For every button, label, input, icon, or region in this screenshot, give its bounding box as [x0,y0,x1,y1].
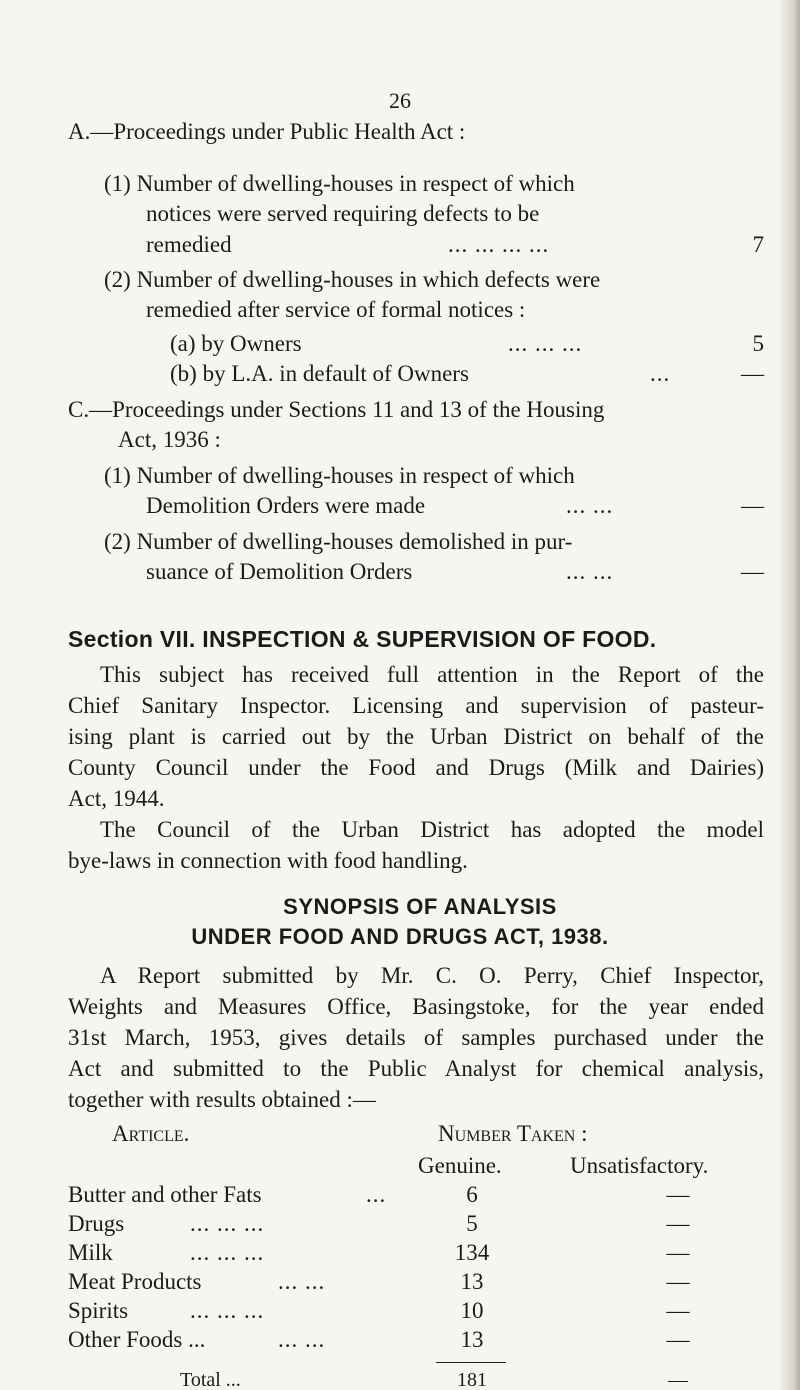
page-number: 26 [389,88,411,113]
row-unsatisfactory: — [666,1182,690,1207]
section-c-item2-value: — [741,559,764,584]
section-c-heading-line2: Act, 1936 : [118,427,221,452]
section-vii-paragraph-2 [68,814,764,876]
section-c-item2-leader: ... ... [566,559,614,584]
col-header-number-taken: Number Taken : [438,1121,588,1146]
section-c-item2-line1: (2) Number of dwelling-houses demolished in pur- [104,529,573,554]
synopsis-title-1: SYNOPSIS OF ANALYSIS [283,894,557,919]
section-c-item1-line1: (1) Number of dwelling-houses in respect of which [104,463,575,488]
row-article: Milk [68,1240,113,1265]
row-leader: ... ... ... [190,1211,265,1236]
para1-line: County Council under the Food and Drugs (Milk and Dairies) [68,755,764,780]
synopsis-line: together with results obtained :— [68,1087,376,1112]
section-a-heading: A.—Proceedings under Public Health Act : [68,119,466,144]
section-a-item1-value: 7 [752,232,764,257]
section-c-item1-line2: Demolition Orders were made [146,493,426,518]
total-genuine: 181 [457,1369,487,1390]
row-unsatisfactory: — [666,1269,690,1294]
synopsis-line: Weights and Measures Office, Basingstoke, for the year ended [68,994,764,1019]
section-vii-heading: Section VII. INSPECTION & SUPERVISION OF FOOD. [68,626,657,652]
col-header-unsatisfactory: Unsatisfactory. [570,1153,709,1178]
section-vii-paragraph-1 [68,659,764,814]
synopsis-paragraph [68,960,764,1115]
section-a-item1-line2: notices were served requiring defects to be [146,201,540,226]
col-header-article: Article. [112,1121,190,1146]
section-c-item1-leader: ... ... [566,493,614,518]
section-a-item1-leader: ... ... ... ... [448,232,550,257]
row-article: Butter and other Fats [68,1182,262,1207]
section-a-item2-line1: (2) Number of dwelling-houses in which defects were [104,267,601,292]
row-genuine: 13 [460,1327,484,1352]
col-header-genuine: Genuine. [418,1153,502,1178]
row-unsatisfactory: — [666,1298,690,1323]
total-unsatisfactory: — [668,1369,688,1390]
row-leader: ... ... [278,1327,326,1352]
row-genuine: 6 [466,1182,478,1207]
section-a-sub-b-label: (b) by L.A. in default of Owners [170,361,469,386]
page-edge-shadow [778,0,800,1390]
row-leader: ... [366,1182,387,1207]
para2-line: The Council of the Urban District has adopted the model [100,817,764,842]
total-label: Total ... [180,1369,241,1390]
section-a-sub-a-label: (a) by Owners [170,331,302,356]
para1-line: ising plant is carried out by the Urban District on behalf of the [68,724,764,749]
synopsis-line: A Report submitted by Mr. C. O. Perry, Chief Inspector, [100,963,764,988]
section-c-item2-line2: suance of Demolition Orders [146,559,413,584]
row-genuine: 10 [460,1298,484,1323]
row-unsatisfactory: — [666,1327,690,1352]
section-a-item1-line1: (1) Number of dwelling-houses in respect of which [104,171,575,196]
section-a-sub-b-value: — [741,361,764,386]
section-c-item1-value: — [741,493,764,518]
row-leader: ... ... ... [190,1240,265,1265]
page-continuation [0,1363,800,1390]
section-a-sub-b-leader: ... [650,361,671,386]
section-a-sub-a-value: 5 [752,331,764,356]
section-a-item1-line3: remedied [146,232,232,257]
synopsis-line: 31st March, 1953, gives details of samples purchased under the [68,1025,764,1050]
row-leader: ... ... [278,1269,326,1294]
row-genuine: 13 [460,1269,484,1294]
row-article: Spirits [68,1298,129,1323]
section-a-sub-a-leader: ... ... ... [508,331,583,356]
row-article: Drugs [68,1211,125,1236]
row-article: Meat Products [68,1269,202,1294]
row-genuine: 5 [466,1211,478,1236]
row-leader: ... ... ... [190,1298,265,1323]
row-genuine: 134 [454,1240,490,1265]
row-article: Other Foods ... [68,1327,206,1352]
synopsis-title-2: UNDER FOOD AND DRUGS ACT, 1938. [191,924,609,949]
row-unsatisfactory: — [666,1240,690,1265]
row-unsatisfactory: — [666,1211,690,1236]
para1-line: This subject has received full attention in the Report of the [100,662,764,687]
synopsis-line: Act and submitted to the Public Analyst for chemical analysis, [68,1056,764,1081]
para1-line: Chief Sanitary Inspector. Licensing and supervision of pasteur- [68,693,764,718]
section-a-item2-line2: remedied after service of formal notices : [146,297,526,322]
section-c-heading-line1: C.—Proceedings under Sections 11 and 13 of the Housing [68,397,605,422]
para2-line: bye-laws in connection with food handling. [68,848,468,873]
para1-line: Act, 1944. [68,786,165,811]
